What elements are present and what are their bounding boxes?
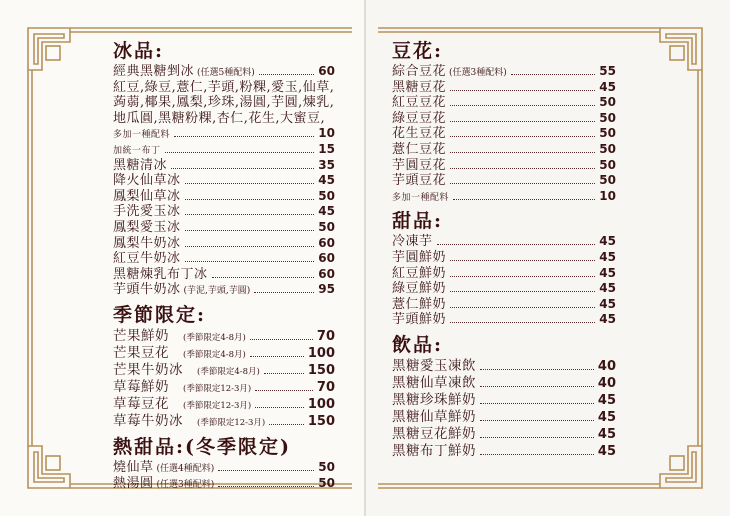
leader-dots	[450, 183, 595, 184]
left-column	[113, 38, 335, 495]
menu-item	[392, 266, 616, 282]
dessert-title: 甜品:	[392, 210, 444, 233]
dessert-section	[392, 208, 616, 328]
leader-dots	[250, 356, 304, 357]
item-price: 60	[318, 64, 335, 78]
item-price: 45	[599, 312, 616, 327]
menu-item	[113, 476, 335, 492]
item-price: 70	[316, 328, 335, 344]
ice-title: 冰品:	[113, 40, 165, 62]
topping-list: 蒟蒻,椰果,鳳梨,珍珠,湯圓,芋圓,煉乳,	[113, 95, 335, 111]
leader-dots	[450, 322, 595, 323]
item-price: 55	[599, 64, 616, 78]
leader-dots	[255, 390, 313, 391]
item-price: 45	[597, 409, 616, 425]
menu-item	[392, 126, 616, 142]
item-name: 紅豆豆花	[392, 95, 447, 111]
item-price: 40	[597, 375, 616, 391]
item-name: 黑糖珍珠鮮奶	[392, 391, 476, 408]
item-name: 黑糖豆花	[392, 79, 447, 95]
seasonal-title: 季節限定:	[113, 303, 207, 326]
leader-dots	[450, 276, 595, 277]
item-price: 45	[597, 426, 616, 442]
item-price: 50	[599, 110, 616, 125]
item-name: 降火仙草冰	[113, 173, 181, 189]
leader-dots	[450, 168, 595, 169]
item-name: 芋頭鮮奶	[392, 312, 447, 328]
menu-item	[392, 64, 616, 80]
hot-dessert-title: 熱甜品:(冬季限定)	[113, 435, 291, 458]
menu-item	[113, 267, 335, 283]
menu-item	[113, 220, 335, 236]
menu-item	[392, 312, 616, 328]
item-name: 草莓豆花	[113, 395, 169, 412]
leader-dots	[185, 199, 315, 200]
menu-item	[113, 189, 335, 205]
item-name: 芒果鮮奶	[113, 327, 169, 344]
topping-list: 紅豆,綠豆,薏仁,芋頭,粉粿,愛玉,仙草,	[113, 79, 335, 95]
menu-item	[392, 95, 616, 111]
leader-dots	[450, 90, 595, 91]
leader-dots	[480, 403, 594, 404]
leader-dots	[185, 214, 315, 215]
leader-dots	[480, 386, 594, 387]
item-name: 薏仁豆花	[392, 141, 447, 157]
leader-dots	[450, 105, 595, 106]
leader-dots	[255, 407, 304, 408]
leader-dots	[269, 424, 304, 425]
leader-dots	[185, 246, 315, 247]
item-price: 45	[318, 173, 335, 188]
item-note: (季節限定12-3月)	[183, 383, 252, 394]
menu-item	[392, 234, 616, 250]
item-name: 黑糖布丁鮮奶	[392, 442, 476, 459]
item-note: (任選3種配料)	[449, 68, 507, 78]
menu-item	[113, 282, 335, 298]
item-price: 50	[599, 157, 616, 172]
menu-item	[113, 173, 335, 189]
item-price: 35	[318, 157, 335, 172]
topping-list-line	[113, 95, 335, 111]
item-price: 45	[599, 79, 616, 94]
leader-dots	[185, 230, 315, 231]
leader-dots	[185, 183, 315, 184]
item-price: 50	[318, 475, 335, 490]
menu-item	[392, 443, 616, 460]
item-price: 60	[318, 235, 335, 250]
item-price: 100	[307, 396, 335, 412]
leader-dots	[480, 369, 594, 370]
menu-item	[392, 375, 616, 392]
item-price: 95	[318, 282, 335, 297]
item-price: 40	[597, 358, 616, 374]
menu-item	[392, 189, 616, 205]
item-price: 45	[597, 392, 616, 408]
leader-dots	[259, 74, 315, 75]
item-price: 150	[307, 413, 335, 429]
topping-list-line	[113, 111, 335, 127]
menu-item	[113, 236, 335, 252]
item-price: 15	[318, 141, 335, 156]
item-name: 手洗愛玉冰	[113, 204, 181, 220]
menu-item	[392, 409, 616, 426]
item-note: (芋泥,芋頭,芋圓)	[183, 286, 251, 297]
menu-item	[392, 111, 616, 127]
item-price: 45	[318, 204, 335, 219]
topping-list: 地瓜圓,黑糖粉粿,杏仁,花生,大蜜豆,	[113, 110, 326, 126]
item-price: 50	[599, 173, 616, 188]
item-name: 黑糖仙草凍飲	[392, 374, 476, 391]
item-name: 多加一種配料	[113, 130, 171, 141]
item-name: 芋圓豆花	[392, 157, 447, 173]
item-price: 45	[597, 443, 616, 459]
leader-dots	[450, 136, 595, 137]
leader-dots	[264, 373, 304, 374]
leader-dots	[450, 152, 595, 153]
leader-dots	[165, 152, 315, 153]
item-name: 黑糖愛玉凍飲	[392, 357, 476, 374]
leader-dots	[480, 420, 594, 421]
item-name: 草莓鮮奶	[113, 378, 169, 395]
item-price: 60	[318, 251, 335, 266]
menu-item	[113, 204, 335, 220]
leader-dots	[218, 486, 314, 487]
item-price: 50	[599, 95, 616, 110]
menu-item	[392, 297, 616, 313]
item-name: 燒仙草	[113, 459, 154, 475]
item-name: 芋頭豆花	[392, 173, 447, 189]
item-name: 鳳梨仙草冰	[113, 188, 181, 204]
menu-item	[113, 362, 335, 379]
item-price: 100	[307, 345, 335, 361]
item-note: (任選4種配料)	[156, 463, 215, 474]
leader-dots	[480, 437, 594, 438]
item-name: 紅豆牛奶冰	[113, 251, 181, 267]
item-price: 45	[599, 249, 616, 264]
menu-item	[392, 142, 616, 158]
menu-item	[113, 413, 335, 430]
item-price: 45	[599, 281, 616, 296]
item-price: 50	[599, 126, 616, 141]
item-price: 50	[599, 141, 616, 156]
item-note: (任選3種配料)	[156, 479, 215, 490]
leader-dots	[250, 339, 313, 340]
leader-dots	[450, 307, 595, 308]
leader-dots	[450, 121, 595, 122]
item-name: 熱湯圓	[113, 475, 154, 491]
leader-dots	[511, 74, 596, 75]
item-price: 50	[318, 459, 335, 474]
hot-dessert-section	[113, 434, 335, 491]
item-price: 45	[599, 234, 616, 249]
item-name: 芒果牛奶冰	[113, 361, 183, 378]
item-name: 芒果豆花	[113, 344, 169, 361]
menu-item	[392, 173, 616, 189]
item-name: 綠豆鮮奶	[392, 281, 447, 297]
topping-list-line	[113, 80, 335, 96]
item-name: 鳳梨牛奶冰	[113, 235, 181, 251]
item-name: 綜合豆花	[392, 64, 447, 79]
leader-dots	[450, 291, 595, 292]
leader-dots	[450, 260, 595, 261]
leader-dots	[480, 454, 594, 455]
menu-item	[113, 158, 335, 174]
item-note: (季節限定12-3月)	[183, 400, 252, 411]
item-name: 綠豆豆花	[392, 110, 447, 126]
menu-item	[392, 358, 616, 375]
leader-dots	[218, 470, 314, 471]
item-name: 黑糖仙草鮮奶	[392, 408, 476, 425]
leader-dots	[437, 244, 596, 245]
leader-dots	[174, 136, 314, 137]
item-name: 芋頭牛奶冰	[113, 282, 181, 298]
item-name: 草莓牛奶冰	[113, 412, 183, 429]
leader-dots	[185, 261, 315, 262]
item-price: 45	[599, 265, 616, 280]
ice-section	[113, 38, 335, 298]
item-name: 經典黑糖剉冰	[113, 64, 195, 79]
item-price: 50	[318, 188, 335, 203]
menu-item	[392, 392, 616, 409]
menu-item	[113, 126, 335, 142]
item-name: 紅豆鮮奶	[392, 265, 447, 281]
menu-item	[113, 379, 335, 396]
item-name: 花生豆花	[392, 126, 447, 142]
leader-dots	[453, 199, 595, 200]
menu-item	[113, 396, 335, 413]
item-name: 芋圓鮮奶	[392, 249, 447, 265]
item-note: (季節限定4-8月)	[197, 366, 260, 377]
menu-item	[113, 251, 335, 267]
item-price: 10	[318, 126, 335, 141]
menu-item	[113, 460, 335, 476]
item-name: 鳳梨愛玉冰	[113, 219, 181, 235]
menu-item	[113, 64, 335, 80]
item-name: 多加一種配料	[392, 192, 450, 203]
item-price: 45	[599, 296, 616, 311]
leader-dots	[212, 277, 315, 278]
item-note: (季節限定4-8月)	[183, 332, 246, 343]
item-name: 加統一布丁	[113, 145, 161, 156]
menu-item	[392, 281, 616, 297]
item-name: 黑糖清冰	[113, 157, 168, 173]
menu-item	[392, 158, 616, 174]
menu-item	[392, 80, 616, 96]
item-note: (季節限定4-8月)	[183, 349, 246, 360]
drinks-section	[392, 332, 616, 460]
item-price: 60	[318, 266, 335, 281]
menu-item	[113, 345, 335, 362]
douhua-title: 豆花:	[392, 40, 444, 62]
leader-dots	[171, 168, 314, 169]
item-name: 黑糖豆花鮮奶	[392, 425, 476, 442]
menu-item	[392, 426, 616, 443]
menu-item	[113, 142, 335, 158]
seasonal-section	[113, 302, 335, 430]
item-price: 70	[316, 379, 335, 395]
leader-dots	[254, 292, 314, 293]
drinks-title: 飲品:	[392, 333, 444, 356]
item-price: 50	[318, 219, 335, 234]
item-note: (任選5種配料)	[197, 68, 255, 78]
menu-item	[113, 328, 335, 345]
item-name: 冷凍芋	[392, 234, 433, 250]
item-name: 黑糖煉乳布丁冰	[113, 266, 208, 282]
item-price: 150	[307, 362, 335, 378]
item-note: (季節限定12-3月)	[197, 417, 266, 428]
douhua-section	[392, 38, 616, 204]
right-column	[392, 38, 616, 464]
item-price: 10	[599, 188, 616, 203]
menu-item	[392, 250, 616, 266]
item-name: 薏仁鮮奶	[392, 296, 447, 312]
